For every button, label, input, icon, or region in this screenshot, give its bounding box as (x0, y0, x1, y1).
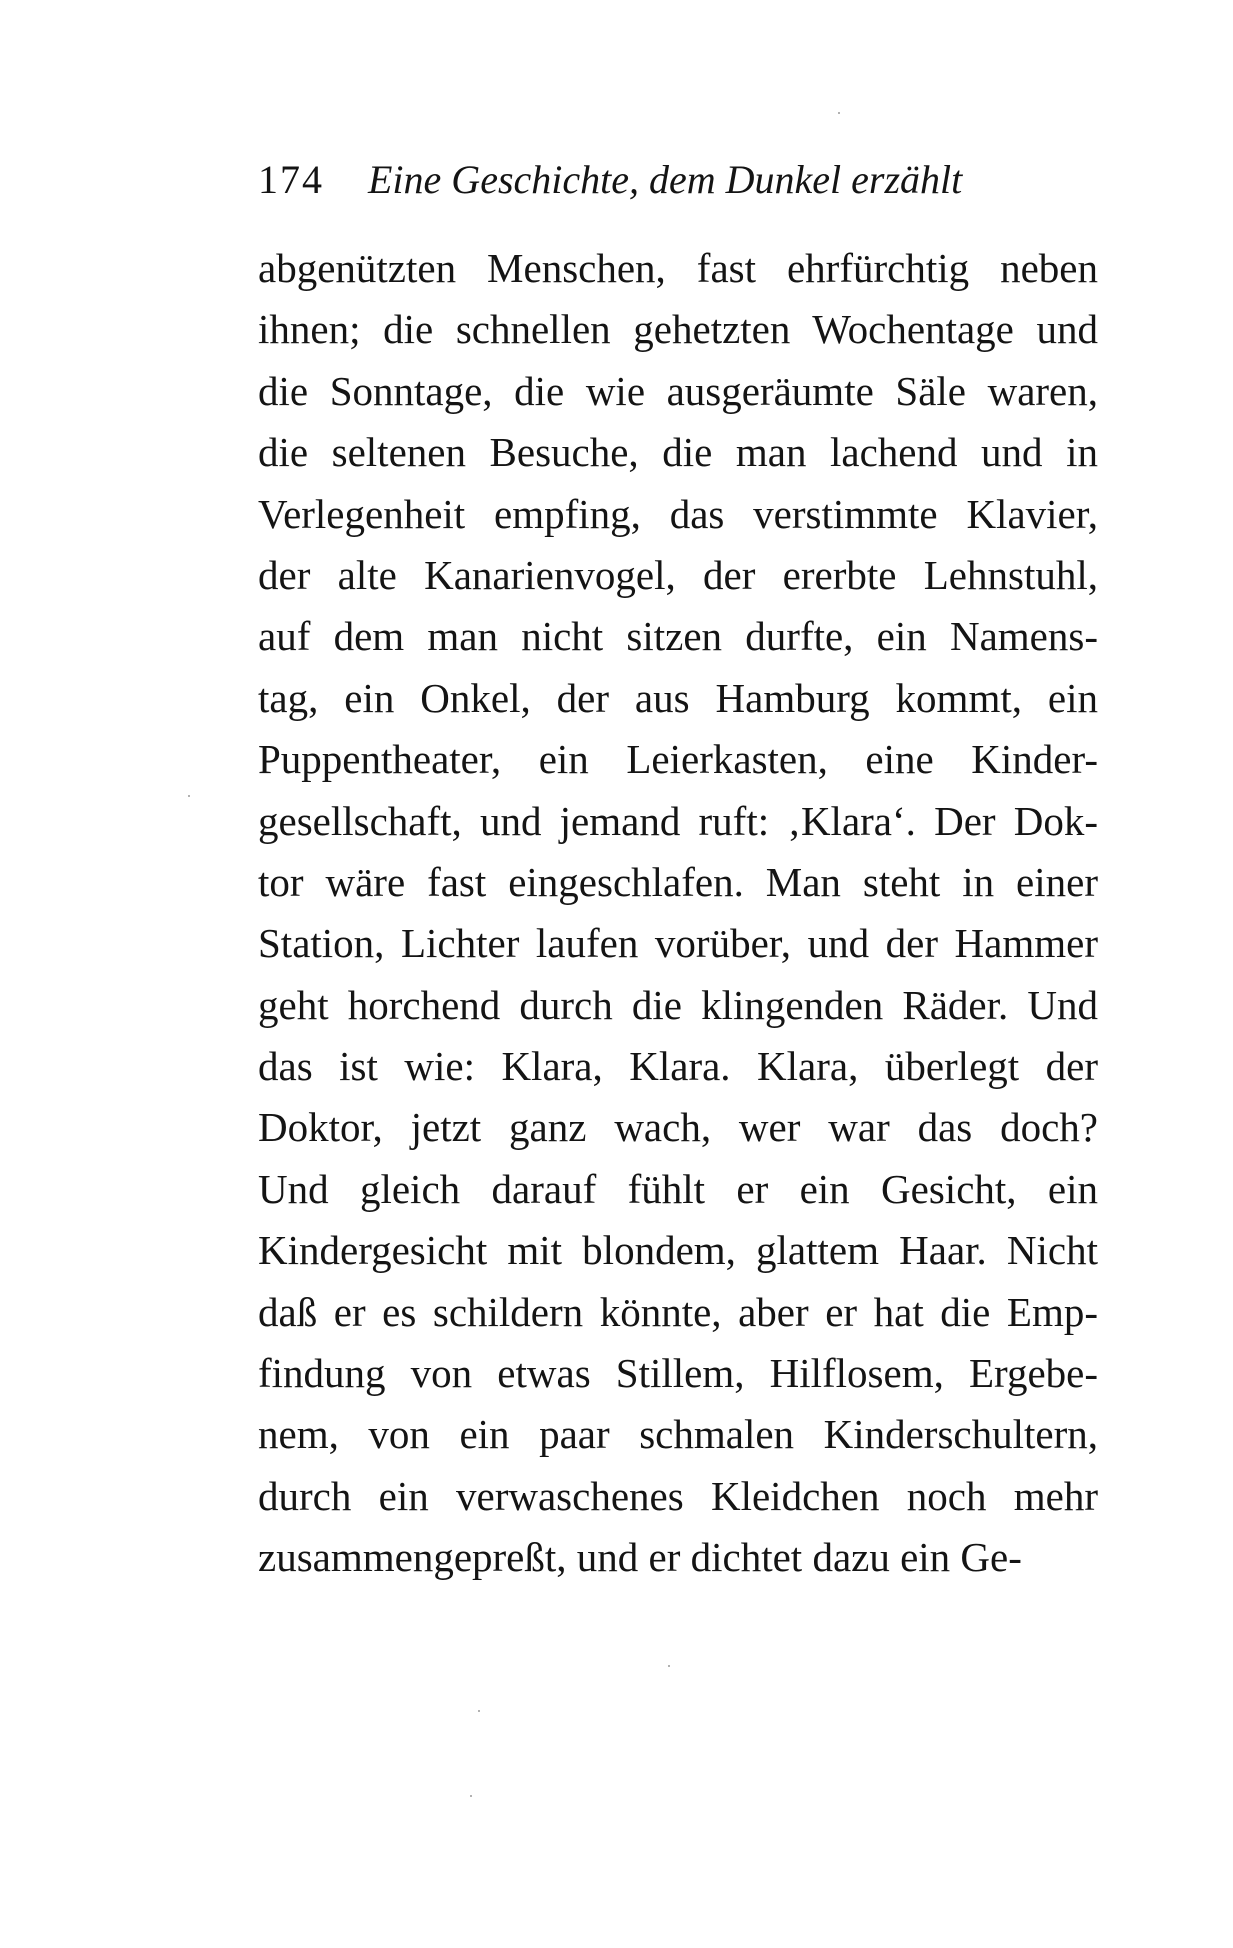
paper-speck (478, 1710, 480, 1712)
text-line: daß er es schildern könnte, aber er hat die Emp- (258, 1288, 1098, 1335)
text-line: Doktor, jetzt ganz wach, wer war das doch? (258, 1104, 1098, 1151)
text-line: die Sonntage, die wie ausgeräumte Säle waren, (258, 367, 1098, 414)
paper-speck (470, 1795, 472, 1797)
text-line: gesellschaft, und jemand ruft: ‚Klara‘. Der Dok- (258, 797, 1098, 844)
text-line: tag, ein Onkel, der aus Hamburg kommt, ein (258, 674, 1098, 721)
text-line: durch ein verwaschenes Kleidchen noch mehr (258, 1472, 1098, 1519)
text-line: ihnen; die schnellen gehetzten Wochentage und (258, 306, 1098, 353)
paper-speck (188, 795, 190, 797)
body-text (258, 238, 1098, 1589)
text-line: nem, von ein paar schmalen Kinderschultern, (258, 1411, 1098, 1458)
text-line: abgenützten Menschen, fast ehrfürchtig neben (258, 245, 1098, 291)
text-line: zusammengepreßt, und er dichtet dazu ein Ge- (258, 1534, 1022, 1581)
text-line: Station, Lichter laufen vorüber, und der Hammer (258, 920, 1098, 967)
text-line: das ist wie: Klara, Klara. Klara, überlegt der (258, 1043, 1098, 1090)
text-line: auf dem man nicht sitzen durfte, ein Namens- (258, 613, 1098, 660)
text-line: tor wäre fast eingeschlafen. Man steht in einer (258, 858, 1098, 905)
text-line: Kindergesicht mit blondem, glattem Haar. Nicht (258, 1227, 1098, 1274)
running-head (258, 150, 1098, 210)
paper-speck (838, 112, 840, 114)
page-number: 174 (258, 157, 324, 202)
text-line: geht horchend durch die klingenden Räder. Und (258, 981, 1098, 1028)
text-line: Verlegenheit empfing, das verstimmte Klavier, (258, 490, 1098, 537)
text-line: Puppentheater, ein Leierkasten, eine Kinder- (258, 736, 1098, 783)
text-line: findung von etwas Stillem, Hilflosem, Ergebe- (258, 1350, 1098, 1397)
text-line: der alte Kanarienvogel, der ererbte Lehnstuhl, (258, 551, 1098, 598)
text-line: Und gleich darauf fühlt er ein Gesicht, ein (258, 1165, 1098, 1212)
paper-speck (668, 1665, 670, 1667)
running-title: Eine Geschichte, dem Dunkel erzählt (368, 157, 963, 202)
text-line: die seltenen Besuche, die man lachend und in (258, 429, 1098, 476)
